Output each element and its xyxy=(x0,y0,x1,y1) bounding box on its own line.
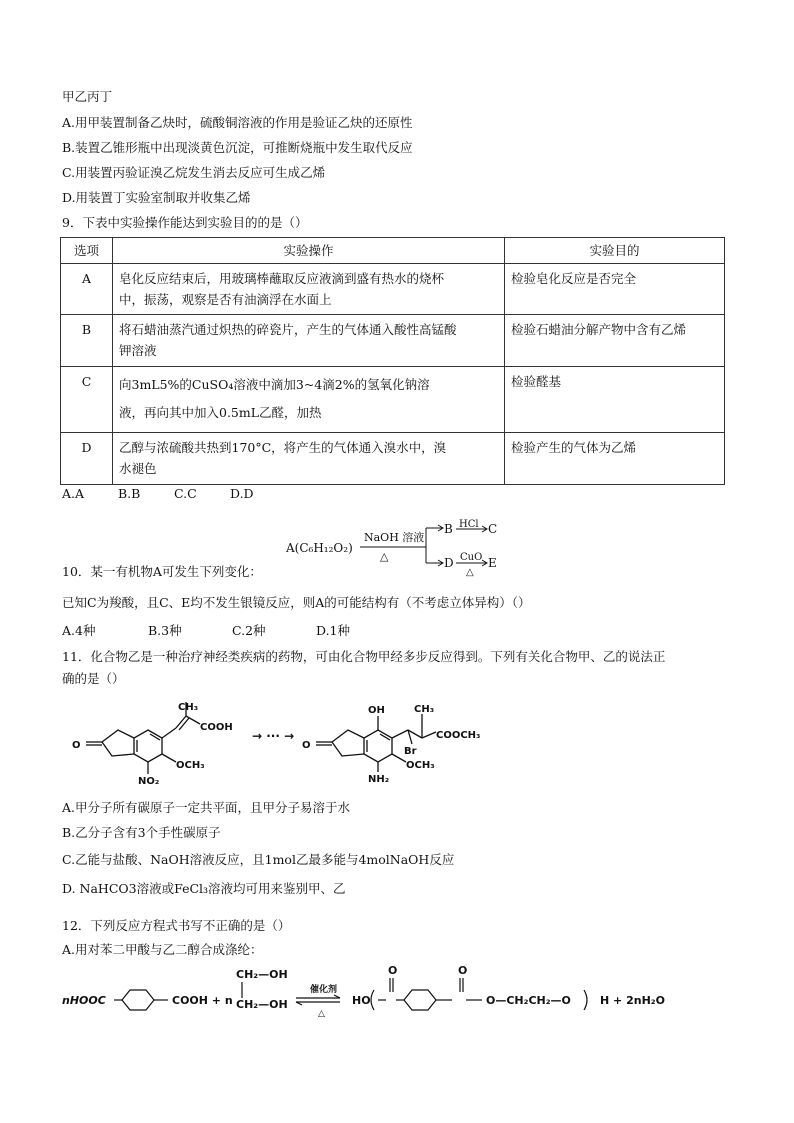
q11-structures xyxy=(62,700,481,787)
choice: D.1种 xyxy=(316,623,351,638)
q10-choices xyxy=(62,621,350,639)
reactant-a: A(C₆H₁₂O₂) xyxy=(286,541,353,555)
devices-line: 甲乙丙丁 xyxy=(62,89,113,104)
atom-label: NO₂ xyxy=(138,776,160,787)
goal-cell: 检验皂化反应是否完全 xyxy=(505,264,725,315)
option-cell: D xyxy=(61,433,113,485)
choice: C.C xyxy=(174,486,197,501)
product-b: B xyxy=(444,522,453,536)
q11-option-b: B.乙分子含有3个手性碳原子 xyxy=(62,825,221,840)
option-cell: C xyxy=(61,367,113,433)
table-header: 实验目的 xyxy=(505,238,725,264)
table-row xyxy=(61,315,725,367)
option-cell: A xyxy=(61,264,113,315)
q9-table xyxy=(60,237,725,485)
choice: D.D xyxy=(230,486,254,501)
intro-option-a: A.用甲装置制备乙炔时，硫酸铜溶液的作用是验证乙炔的还原性 xyxy=(62,115,413,130)
operation-line: 将石蜡油蒸汽通过炽热的碎瓷片，产生的气体通入酸性高锰酸 xyxy=(119,322,457,337)
atom-label: COOH xyxy=(200,722,233,733)
reagent-cuo: CuO xyxy=(460,552,483,563)
atom-label: CH₃ xyxy=(178,702,199,713)
table-row xyxy=(61,433,725,485)
goal-cell: 检验石蜡油分解产物中含有乙烯 xyxy=(505,315,725,367)
q12-option-a: A.用对苯二甲酸与乙二醇合成涤纶： xyxy=(62,942,263,957)
multistep-arrow: → ··· → xyxy=(252,729,295,743)
heat-symbol: △ xyxy=(318,1009,325,1019)
bracket-left xyxy=(371,990,374,1010)
q10-text: 已知C为羧酸，且C、E均不发生银镜反应，则A的可能结构有（不考虑立体异构）（） xyxy=(62,595,531,610)
product-d: D xyxy=(444,556,454,570)
table-header: 实验操作 xyxy=(113,238,505,264)
choice: A.4种 xyxy=(62,623,96,638)
q12-equation xyxy=(62,962,722,1024)
choice: C.2种 xyxy=(232,623,266,638)
goal-cell: 检验醛基 xyxy=(505,367,725,433)
reagent-hcl: HCl xyxy=(459,519,479,530)
operation-line: 钾溶液 xyxy=(119,343,157,358)
eq-text: O—CH₂CH₂—O xyxy=(486,994,571,1007)
operation-line: 乙醇与浓硫酸共热到170°C，将产生的气体通入溴水中，溴 xyxy=(119,440,447,455)
operation-line: 水褪色 xyxy=(119,461,157,476)
choice: A.A xyxy=(62,486,85,501)
atom-label: CH₃ xyxy=(414,704,435,715)
eq-text: O xyxy=(388,964,398,977)
product-e: E xyxy=(488,556,497,570)
operation-cell xyxy=(113,264,505,315)
eq-text: CH₂—OH xyxy=(236,968,288,981)
intro-option-d: D.用装置丁实验室制取并收集乙烯 xyxy=(62,190,251,205)
atom-label: O xyxy=(72,740,81,751)
q11-stem-line2: 确的是（） xyxy=(62,671,125,686)
bracket-right xyxy=(584,990,587,1010)
eq-text: COOH + n xyxy=(172,994,233,1007)
intro-option-c: C.用装置丙验证溴乙烷发生消去反应可生成乙烯 xyxy=(62,165,326,180)
reagent-naoh: NaOH 溶液 xyxy=(364,531,425,544)
heat-symbol: △ xyxy=(466,567,474,578)
q11-stem-line1: 11．化合物乙是一种治疗神经类疾病的药物，可由化合物甲经多步反应得到。下列有关化合物甲、乙的说法正 xyxy=(62,649,666,664)
q10-stem: 10．某一有机物A可发生下列变化： xyxy=(62,564,262,579)
eq-text: O xyxy=(458,964,468,977)
q11-option-c: C.乙能与盐酸、NaOH溶液反应，且1mol乙最多能与4molNaOH反应 xyxy=(62,852,455,867)
eq-text: H + 2nH₂O xyxy=(600,994,665,1007)
benzene-ring xyxy=(122,990,154,1010)
table-row xyxy=(61,367,725,433)
eq-text: nHOOC xyxy=(62,994,106,1007)
operation-cell xyxy=(113,433,505,485)
table-header: 选项 xyxy=(61,238,113,264)
q11-option-a: A.甲分子所有碳原子一定共平面，且甲分子易溶于水 xyxy=(62,800,351,815)
choice: B.3种 xyxy=(148,623,182,638)
goal-cell: 检验产生的气体为乙烯 xyxy=(505,433,725,485)
operation-line: 液，再向其中加入0.5mL乙醛，加热 xyxy=(119,405,322,420)
atom-label: OCH₃ xyxy=(406,760,435,771)
choice: B.B xyxy=(118,486,141,501)
atom-label: OH xyxy=(368,705,385,716)
atom-label: OCH₃ xyxy=(176,760,205,771)
atom-label: O xyxy=(302,740,311,751)
q11-option-d: D. NaHCO3溶液或FeCl₃溶液均可用来鉴别甲、乙 xyxy=(62,881,346,896)
operation-line: 向3mL5%的CuSO₄溶液中滴加3~4滴2%的氢氧化钠溶 xyxy=(119,377,430,392)
eq-text: HO xyxy=(352,994,371,1007)
operation-cell xyxy=(113,367,505,433)
q9-stem: 9．下表中实验操作能达到实验目的的是（） xyxy=(62,215,308,230)
heat-symbol: △ xyxy=(380,550,389,563)
atom-label: NH₂ xyxy=(368,774,390,785)
eq-text: CH₂—OH xyxy=(236,998,288,1011)
atom-label: COOCH₃ xyxy=(436,730,481,741)
option-cell: B xyxy=(61,315,113,367)
product-c: C xyxy=(488,522,498,536)
table-row xyxy=(61,264,725,315)
catalyst-label: 催化剂 xyxy=(310,985,338,995)
atom-label: Br xyxy=(404,746,417,757)
operation-cell xyxy=(113,315,505,367)
q9-choices xyxy=(62,486,254,501)
benzene-ring xyxy=(404,990,436,1010)
intro-option-b: B.装置乙锥形瓶中出现淡黄色沉淀，可推断烧瓶中发生取代反应 xyxy=(62,140,413,155)
table-header-row xyxy=(61,238,725,264)
operation-line: 皂化反应结束后，用玻璃棒蘸取反应液滴到盛有热水的烧杯 xyxy=(119,271,445,286)
q10-reaction-scheme xyxy=(286,516,516,576)
q12-stem: 12．下列反应方程式书写不正确的是（） xyxy=(62,918,291,933)
operation-line: 中，振荡，观察是否有油滴浮在水面上 xyxy=(119,292,332,307)
